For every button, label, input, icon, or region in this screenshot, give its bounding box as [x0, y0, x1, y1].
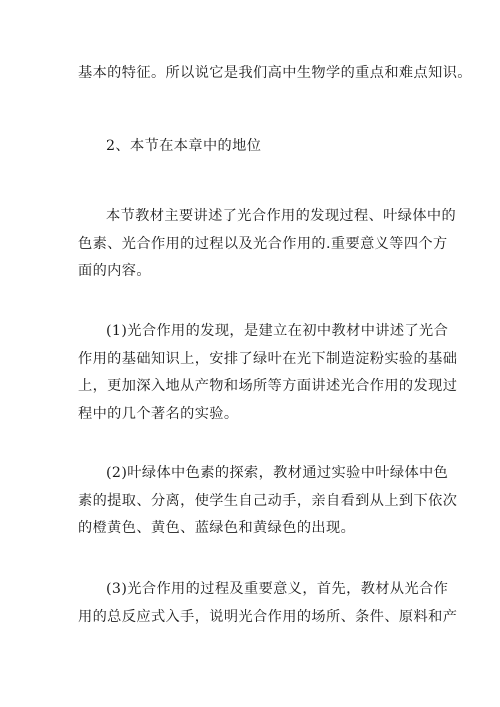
heading-text: 2、本节在本章中的地位	[106, 138, 262, 154]
paragraph-item-3	[78, 576, 458, 631]
text-line: 色素、光合作用的过程以及光合作用的.重要意义等四个方	[78, 235, 448, 252]
paragraph-item-2	[78, 460, 458, 543]
text-line: 上，更加深入地从产物和场所等方面讲述光合作用的发现过	[78, 378, 458, 394]
text-line: 用的总反应式入手，说明光合作用的场所、条件、原料和产	[78, 608, 458, 625]
text-line: 素的提取、分离，使学生自己动手，亲自看到从上到下依次	[78, 492, 458, 509]
section-heading	[78, 133, 428, 161]
text-line: 本节教材主要讲述了光合作用的发现过程、叶绿体中的	[106, 208, 457, 224]
text-line: 程中的几个著名的实验。	[78, 405, 239, 422]
paragraph-overview	[78, 203, 457, 286]
text-line: 作用的基础知识上，安排了绿叶在光下制造淀粉实验的基础	[78, 350, 458, 367]
text-line: 面的内容。	[78, 263, 151, 279]
text-line: (1)光合作用的发现，是建立在初中教材中讲述了光合	[106, 323, 449, 339]
paragraph-intro-continuation	[78, 60, 472, 88]
text-line: (3)光合作用的过程及重要意义，首先，教材从光合作	[106, 581, 449, 597]
paragraph-item-1	[78, 318, 458, 428]
text-line: (2)叶绿体中色素的探索，教材通过实验中叶绿体中色	[106, 465, 449, 481]
text-line: 的橙黄色、黄色、蓝绿色和黄绿色的出现。	[78, 520, 356, 536]
text-line: 基本的特征。所以说它是我们高中生物学的重点和难点知识。	[78, 65, 472, 81]
